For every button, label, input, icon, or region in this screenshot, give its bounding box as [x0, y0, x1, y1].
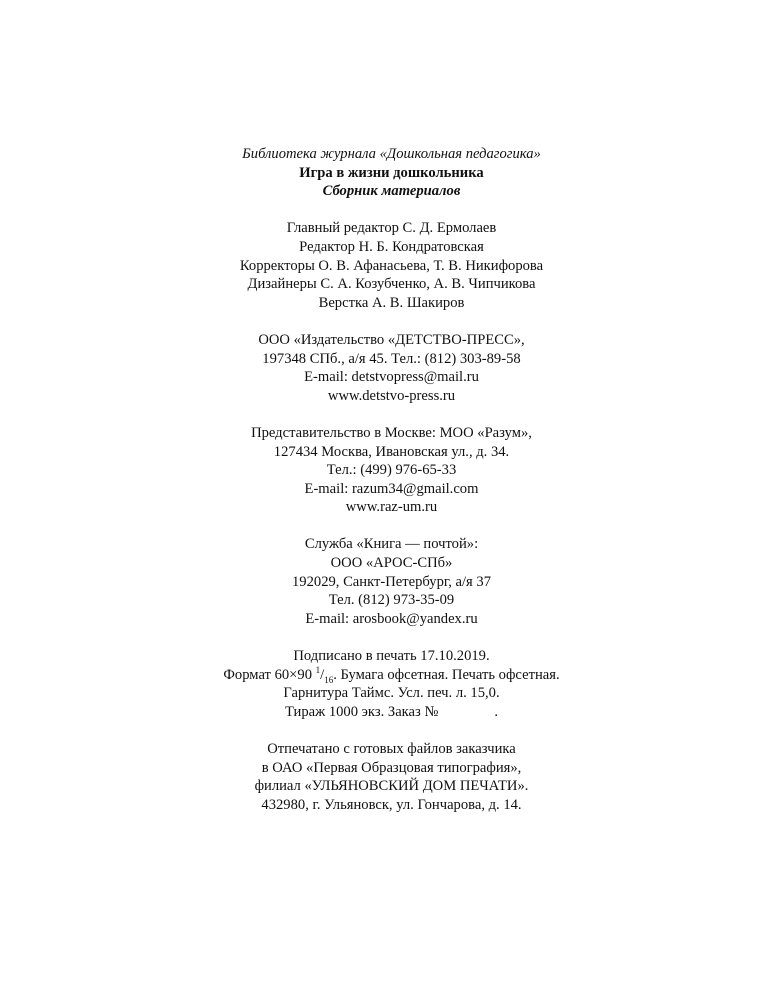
editorial-staff — [0, 219, 783, 312]
spacer — [0, 721, 783, 740]
book-subtitle: Сборник материалов — [322, 183, 461, 200]
designers: Дизайнеры С. А. Козубченко, А. В. Чипчикова — [247, 276, 536, 293]
printer-block — [0, 740, 783, 814]
printer-address: 432980, г. Ульяновск, ул. Гончарова, д. 14. — [261, 796, 522, 813]
imprint-page — [0, 145, 783, 814]
printer-company: в ОАО «Первая Образцовая типография», — [261, 759, 522, 776]
mail-order-phone: Тел. (812) 973-35-09 — [328, 592, 455, 609]
moscow-office-address: 127434 Москва, Ивановская ул., д. 34. — [273, 443, 510, 460]
spacer — [0, 517, 783, 536]
print-info-block — [0, 647, 783, 721]
publisher-block — [0, 331, 783, 405]
mail-order-company: ООО «АРОС-СПб» — [330, 555, 453, 572]
format-numerator: 1 — [315, 664, 321, 675]
mail-order-service: Служба «Книга — почтой»: — [304, 536, 479, 553]
spacer — [0, 405, 783, 424]
mail-order-address: 192029, Санкт-Петербург, а/я 37 — [292, 573, 491, 590]
moscow-office-phone: Тел.: (499) 976-65-33 — [326, 462, 457, 479]
publisher-website: www.detstvo-press.ru — [327, 387, 456, 404]
format-denominator: 16 — [324, 674, 334, 685]
book-header — [0, 145, 783, 201]
series-name: Библиотека журнала «Дошкольная педагогика» — [242, 146, 541, 162]
publisher-name: ООО «Издательство «ДЕТСТВО-ПРЕСС», — [258, 331, 525, 348]
print-run-prefix: Тираж 1000 экз. Заказ № — [284, 703, 439, 720]
moscow-office-block — [0, 424, 783, 517]
signed-for-print: Подписано в печать 17.10.2019. — [293, 648, 490, 665]
spacer — [0, 628, 783, 647]
format-suffix: . Бумага офсетная. Печать офсетная. — [333, 666, 560, 683]
print-run-suffix: . — [494, 703, 499, 720]
spacer — [0, 312, 783, 331]
typeface-line: Гарнитура Таймс. Усл. печ. л. 15,0. — [283, 685, 500, 702]
moscow-office-name: Представительство в Москве: МОО «Разум», — [251, 424, 532, 441]
layout-designer: Верстка А. В. Шакиров — [318, 294, 465, 311]
mail-order-email: E-mail: arosbook@yandex.ru — [305, 610, 478, 627]
format-slash: / — [320, 666, 325, 683]
format-prefix: Формат 60×90 — [223, 666, 316, 683]
moscow-office-website: www.raz-um.ru — [345, 499, 438, 516]
spacer — [0, 201, 783, 220]
editor: Редактор Н. Б. Кондратовская — [299, 238, 484, 255]
proofreaders: Корректоры О. В. Афанасьева, Т. В. Никифорова — [239, 257, 544, 274]
print-run-line — [0, 703, 783, 722]
moscow-office-email: E-mail: razum34@gmail.com — [304, 480, 479, 497]
printer-branch: филиал «УЛЬЯНОВСКИЙ ДОМ ПЕЧАТИ». — [254, 778, 529, 795]
chief-editor: Главный редактор С. Д. Ермолаев — [286, 220, 497, 237]
publisher-email: E-mail: detstvopress@mail.ru — [304, 369, 479, 386]
printer-note: Отпечатано с готовых файлов заказчика — [267, 741, 516, 757]
mail-order-block — [0, 535, 783, 628]
book-title: Игра в жизни дошкольника — [299, 164, 484, 181]
publisher-address: 197348 СПб., а/я 45. Тел.: (812) 303-89-58 — [262, 350, 521, 367]
format-line — [0, 666, 783, 685]
